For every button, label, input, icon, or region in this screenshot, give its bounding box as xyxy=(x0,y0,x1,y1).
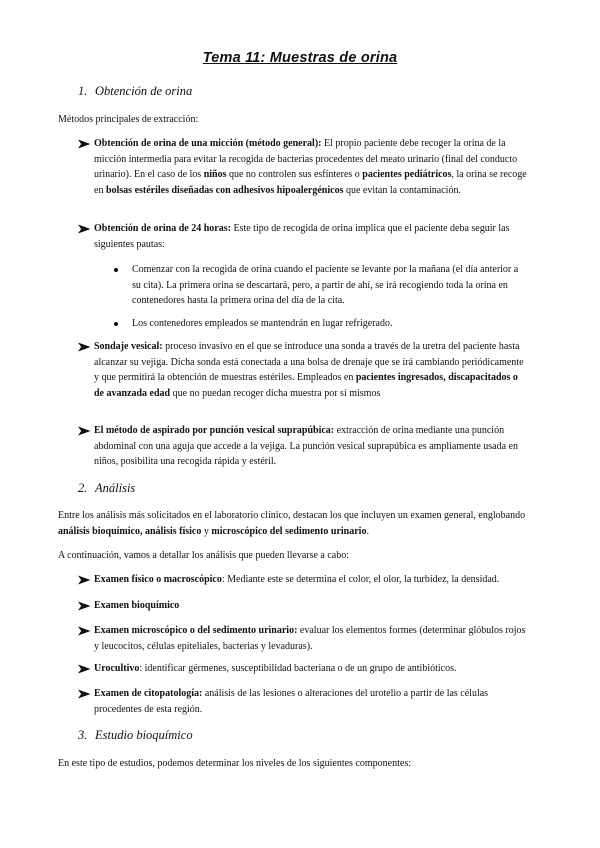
list-item: Sondaje vesical: proceso invasivo en el que se introduce una sonda a través de la uretra del paciente hasta alcanzar su vejiga. Dicha sonda está conectada a una bolsa de drenaje que se irá cambiando periódicamente y que permitirá la obtención de muestras estériles. Empleados en pacientes ingresados, discapacitados o de avanzada edad que no puedan recoger dicha muestra por sí mismos xyxy=(78,339,528,401)
list-item: Examen bioquímico xyxy=(78,598,528,614)
list-item: Urocultivo: identificar gérmenes, susceptibilidad bacteriana o de un grupo de antibióticos. xyxy=(78,661,528,677)
list-item: Examen de citopatología: análisis de las lesiones o alteraciones del urotelio a partir de las células procedentes de esta región. xyxy=(78,686,528,717)
round-bullet-icon xyxy=(114,322,118,326)
arrow-bullet-icon xyxy=(78,601,91,611)
arrow-bullet-icon xyxy=(78,139,91,149)
arrow-bullet-icon xyxy=(78,689,91,699)
list-item: Obtención de orina de 24 horas: Este tipo de recogida de orina implica que el paciente deba seguir las siguientes pautas: xyxy=(78,221,528,252)
arrow-bullet-icon xyxy=(78,575,91,585)
arrow-bullet-icon xyxy=(78,626,91,636)
section-heading-2: 2. Análisis xyxy=(78,481,136,495)
sub-list-item: Los contenedores empleados se mantendrán en lugar refrigerado. xyxy=(114,316,524,332)
arrow-bullet-icon xyxy=(78,664,91,674)
page-title: Tema 11: Muestras de orina xyxy=(202,50,398,66)
section-heading-3: 3. Estudio bioquímico xyxy=(78,728,193,742)
list-item: Examen microscópico o del sedimento urinario: evaluar los elementos formes (determinar glóbulos rojos y leucocitos, células epiteliales, bacterias y levaduras). xyxy=(78,623,528,654)
sub-list-item: Comenzar con la recogida de orina cuando el paciente se levante por la mañana (el día anterior a su cita). La primera orina se descartará, pero, a partir de ahí, se irá recogiendo toda la orina en contenedores hasta la primera orina del día de la cita. xyxy=(114,262,524,309)
paragraph: En este tipo de estudios, podemos determinar los niveles de los siguientes componentes: xyxy=(58,758,411,769)
section-heading-1: 1. Obtención de orina xyxy=(78,84,193,98)
paragraph: Entre los análisis más solicitados en el laboratorio clínico, destacan los que incluyen un examen general, englobando análisis bioquímico, análisis físico y microscópico del sedimento urinario. xyxy=(58,510,526,537)
paragraph-intro: Métodos principales de extracción: xyxy=(58,114,199,125)
list-item: Examen físico o macroscópico: Mediante este se determina el color, el olor, la turbidez, la densidad. xyxy=(78,572,528,588)
round-bullet-icon xyxy=(114,268,118,272)
arrow-bullet-icon xyxy=(78,224,91,234)
paragraph: A continuación, vamos a detallar los análisis que pueden llevarse a cabo: xyxy=(58,550,350,561)
list-item: El método de aspirado por punción vesical suprapúbica: extracción de orina mediante una punción abdominal con una aguja que accede a la vejiga. La punción vesical suprapúbica es ampliamente usada en niños, posibilita una recogida rápida y estéril. xyxy=(78,423,528,470)
arrow-bullet-icon xyxy=(78,342,91,352)
list-item: Obtención de orina de una micción (método general): El propio paciente debe recoger la orina de la micción intermedia para evitar la recogida de bacterias procedentes del meato urinario (final del conducto urinario). En el caso de los niños que no controlen sus esfínteres o pacientes pediátricos, la orina se recoge en bolsas estériles diseñadas con adhesivos hipoalergénicos que evitan la contaminación. xyxy=(78,136,528,198)
arrow-bullet-icon xyxy=(78,426,91,436)
